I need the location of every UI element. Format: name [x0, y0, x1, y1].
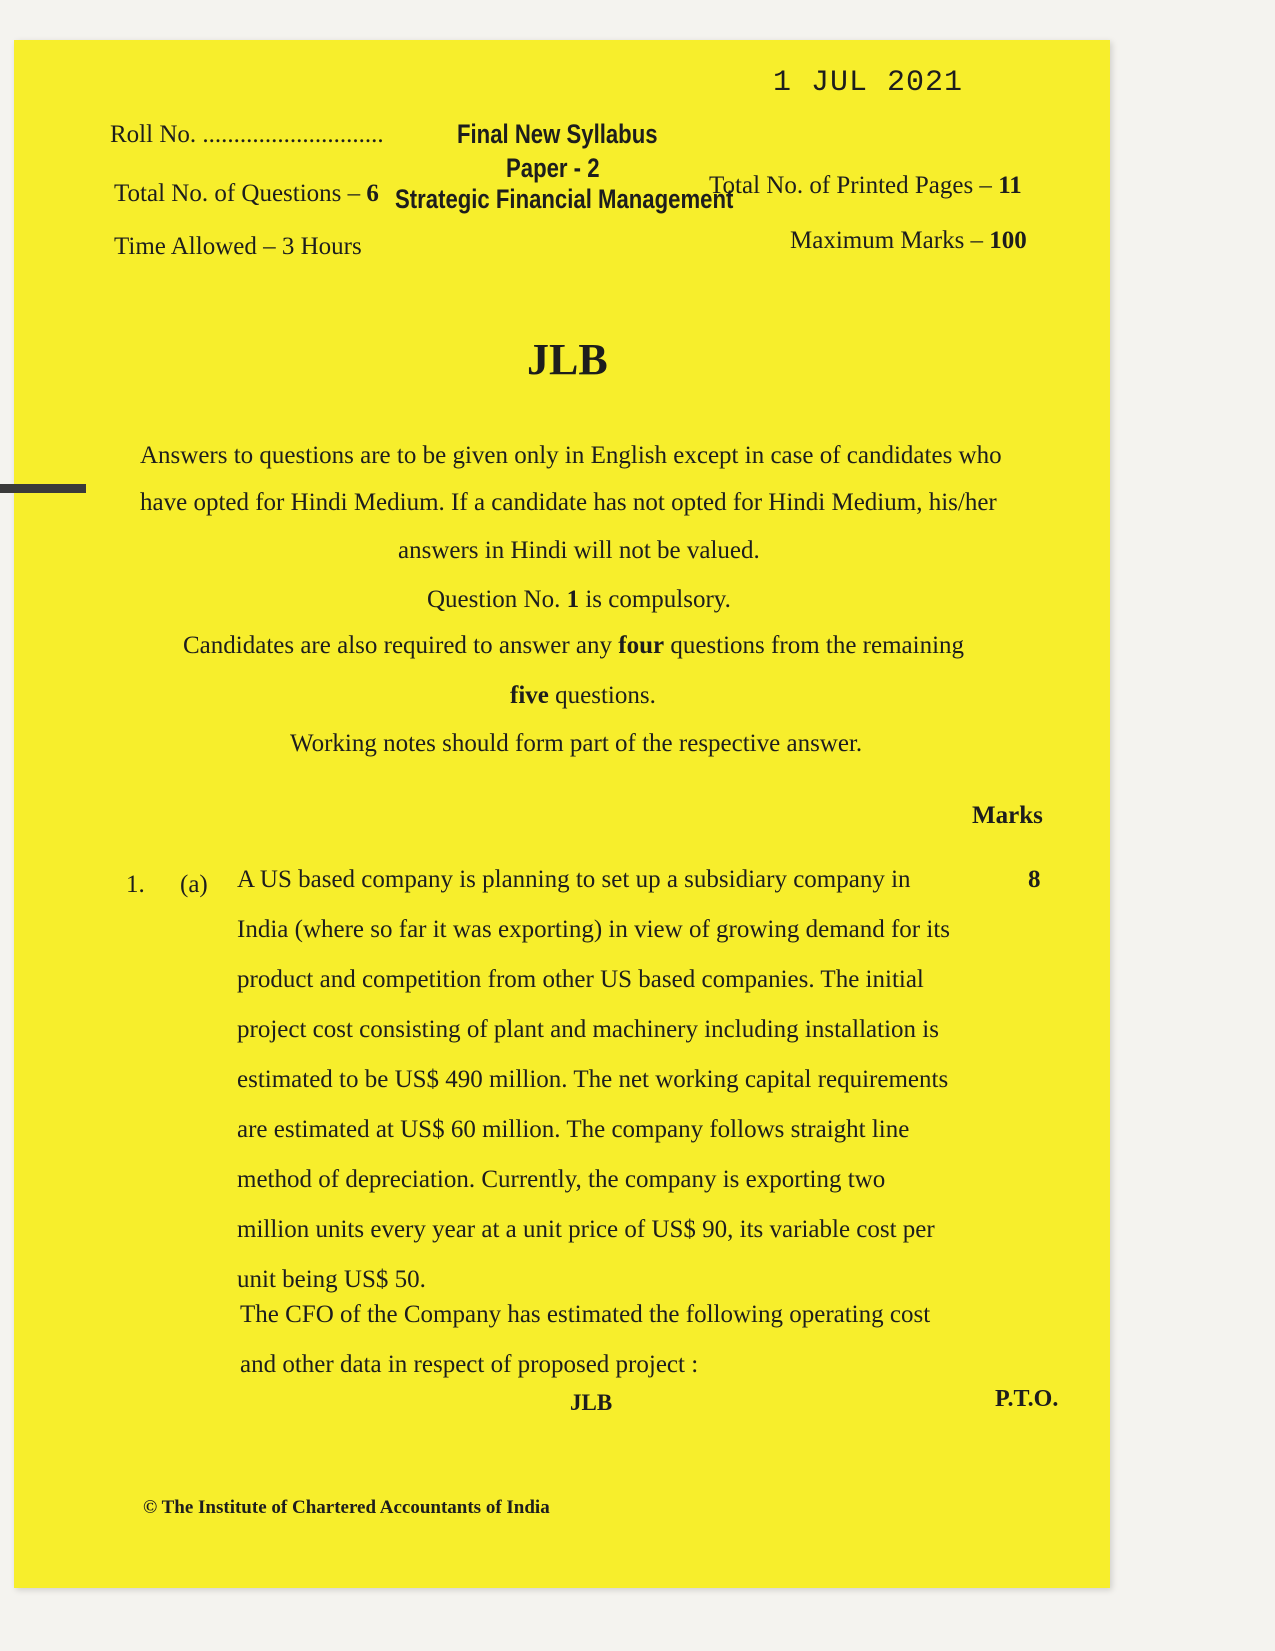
question-line: method of depreciation. Currently, the company is exporting two: [237, 1166, 886, 1193]
total-questions: [114, 180, 379, 208]
time-allowed-value: 3 Hours: [281, 233, 362, 260]
remaining-suffix: questions from the remaining: [664, 632, 965, 659]
five-suffix: questions.: [548, 682, 656, 709]
time-allowed: [114, 233, 362, 261]
marks-header: Marks: [972, 802, 1043, 829]
followup-line: and other data in respect of proposed project :: [240, 1351, 699, 1378]
question-followup: [240, 1290, 1020, 1390]
working-notes-note: Working notes should form part of the respective answer.: [290, 730, 863, 757]
five-bold: five: [510, 682, 549, 709]
instruction-line-1: Answers to questions are to be given only in English except in case of candidates who: [140, 442, 1002, 469]
date-stamp: 1 JUL 2021: [773, 66, 964, 100]
compulsory-note: [427, 586, 731, 614]
printed-pages: [709, 172, 1022, 200]
question-line: estimated to be US$ 490 million. The net working capital requirements: [237, 1066, 949, 1093]
question-part: (a): [180, 871, 208, 898]
question-line: product and competition from other US based companies. The initial: [237, 966, 924, 993]
question-line: million units every year at a unit price of US$ 90, its variable cost per: [237, 1216, 935, 1243]
compulsory-number: 1: [566, 586, 580, 613]
instruction-line-3: answers in Hindi will not be valued.: [398, 537, 760, 564]
pto-label: P.T.O.: [995, 1386, 1059, 1412]
max-marks-label: Maximum Marks –: [790, 227, 990, 254]
roll-no-label: Roll No. .............................: [110, 121, 384, 148]
five-questions-note: [510, 682, 656, 710]
question-line: India (where so far it was exporting) in view of growing demand for its: [237, 916, 951, 943]
question-body: [237, 855, 1017, 1305]
question-line: project cost consisting of plant and machinery including installation is: [237, 1016, 939, 1043]
syllabus-label: Final New Syllabus: [457, 119, 658, 149]
footer-paper-code: JLB: [570, 1390, 613, 1415]
maximum-marks: [790, 227, 1027, 255]
subject-label: Strategic Financial Management: [395, 184, 734, 214]
question-line: unit being US$ 50.: [237, 1266, 426, 1293]
printed-pages-label: Total No. of Printed Pages –: [709, 172, 999, 199]
paper-code-title: JLB: [527, 335, 608, 384]
max-marks-value: 100: [989, 227, 1027, 254]
compulsory-suffix: is compulsory.: [579, 586, 731, 613]
question-number: 1.: [126, 871, 145, 898]
margin-mark: [0, 484, 86, 493]
question-line: are estimated at US$ 60 million. The company follows straight line: [237, 1116, 910, 1143]
followup-line: The CFO of the Company has estimated the following operating cost: [240, 1301, 931, 1328]
question-line: A US based company is planning to set up a subsidiary company in: [237, 866, 911, 893]
time-allowed-label: Time Allowed –: [114, 233, 282, 260]
compulsory-prefix: Question No.: [427, 586, 567, 613]
total-questions-value: 6: [366, 180, 379, 207]
printed-pages-value: 11: [998, 172, 1022, 199]
copyright-notice: © The Institute of Chartered Accountants of India: [143, 1497, 550, 1518]
question-marks: 8: [1028, 866, 1041, 893]
remaining-prefix: Candidates are also required to answer any: [183, 632, 619, 659]
instruction-line-2: have opted for Hindi Medium. If a candidate has not opted for Hindi Medium, his/her: [140, 489, 997, 516]
remaining-note: [183, 632, 964, 660]
total-questions-label: Total No. of Questions –: [114, 180, 367, 207]
paper-label: Paper - 2: [506, 153, 600, 183]
remaining-bold: four: [618, 632, 665, 659]
